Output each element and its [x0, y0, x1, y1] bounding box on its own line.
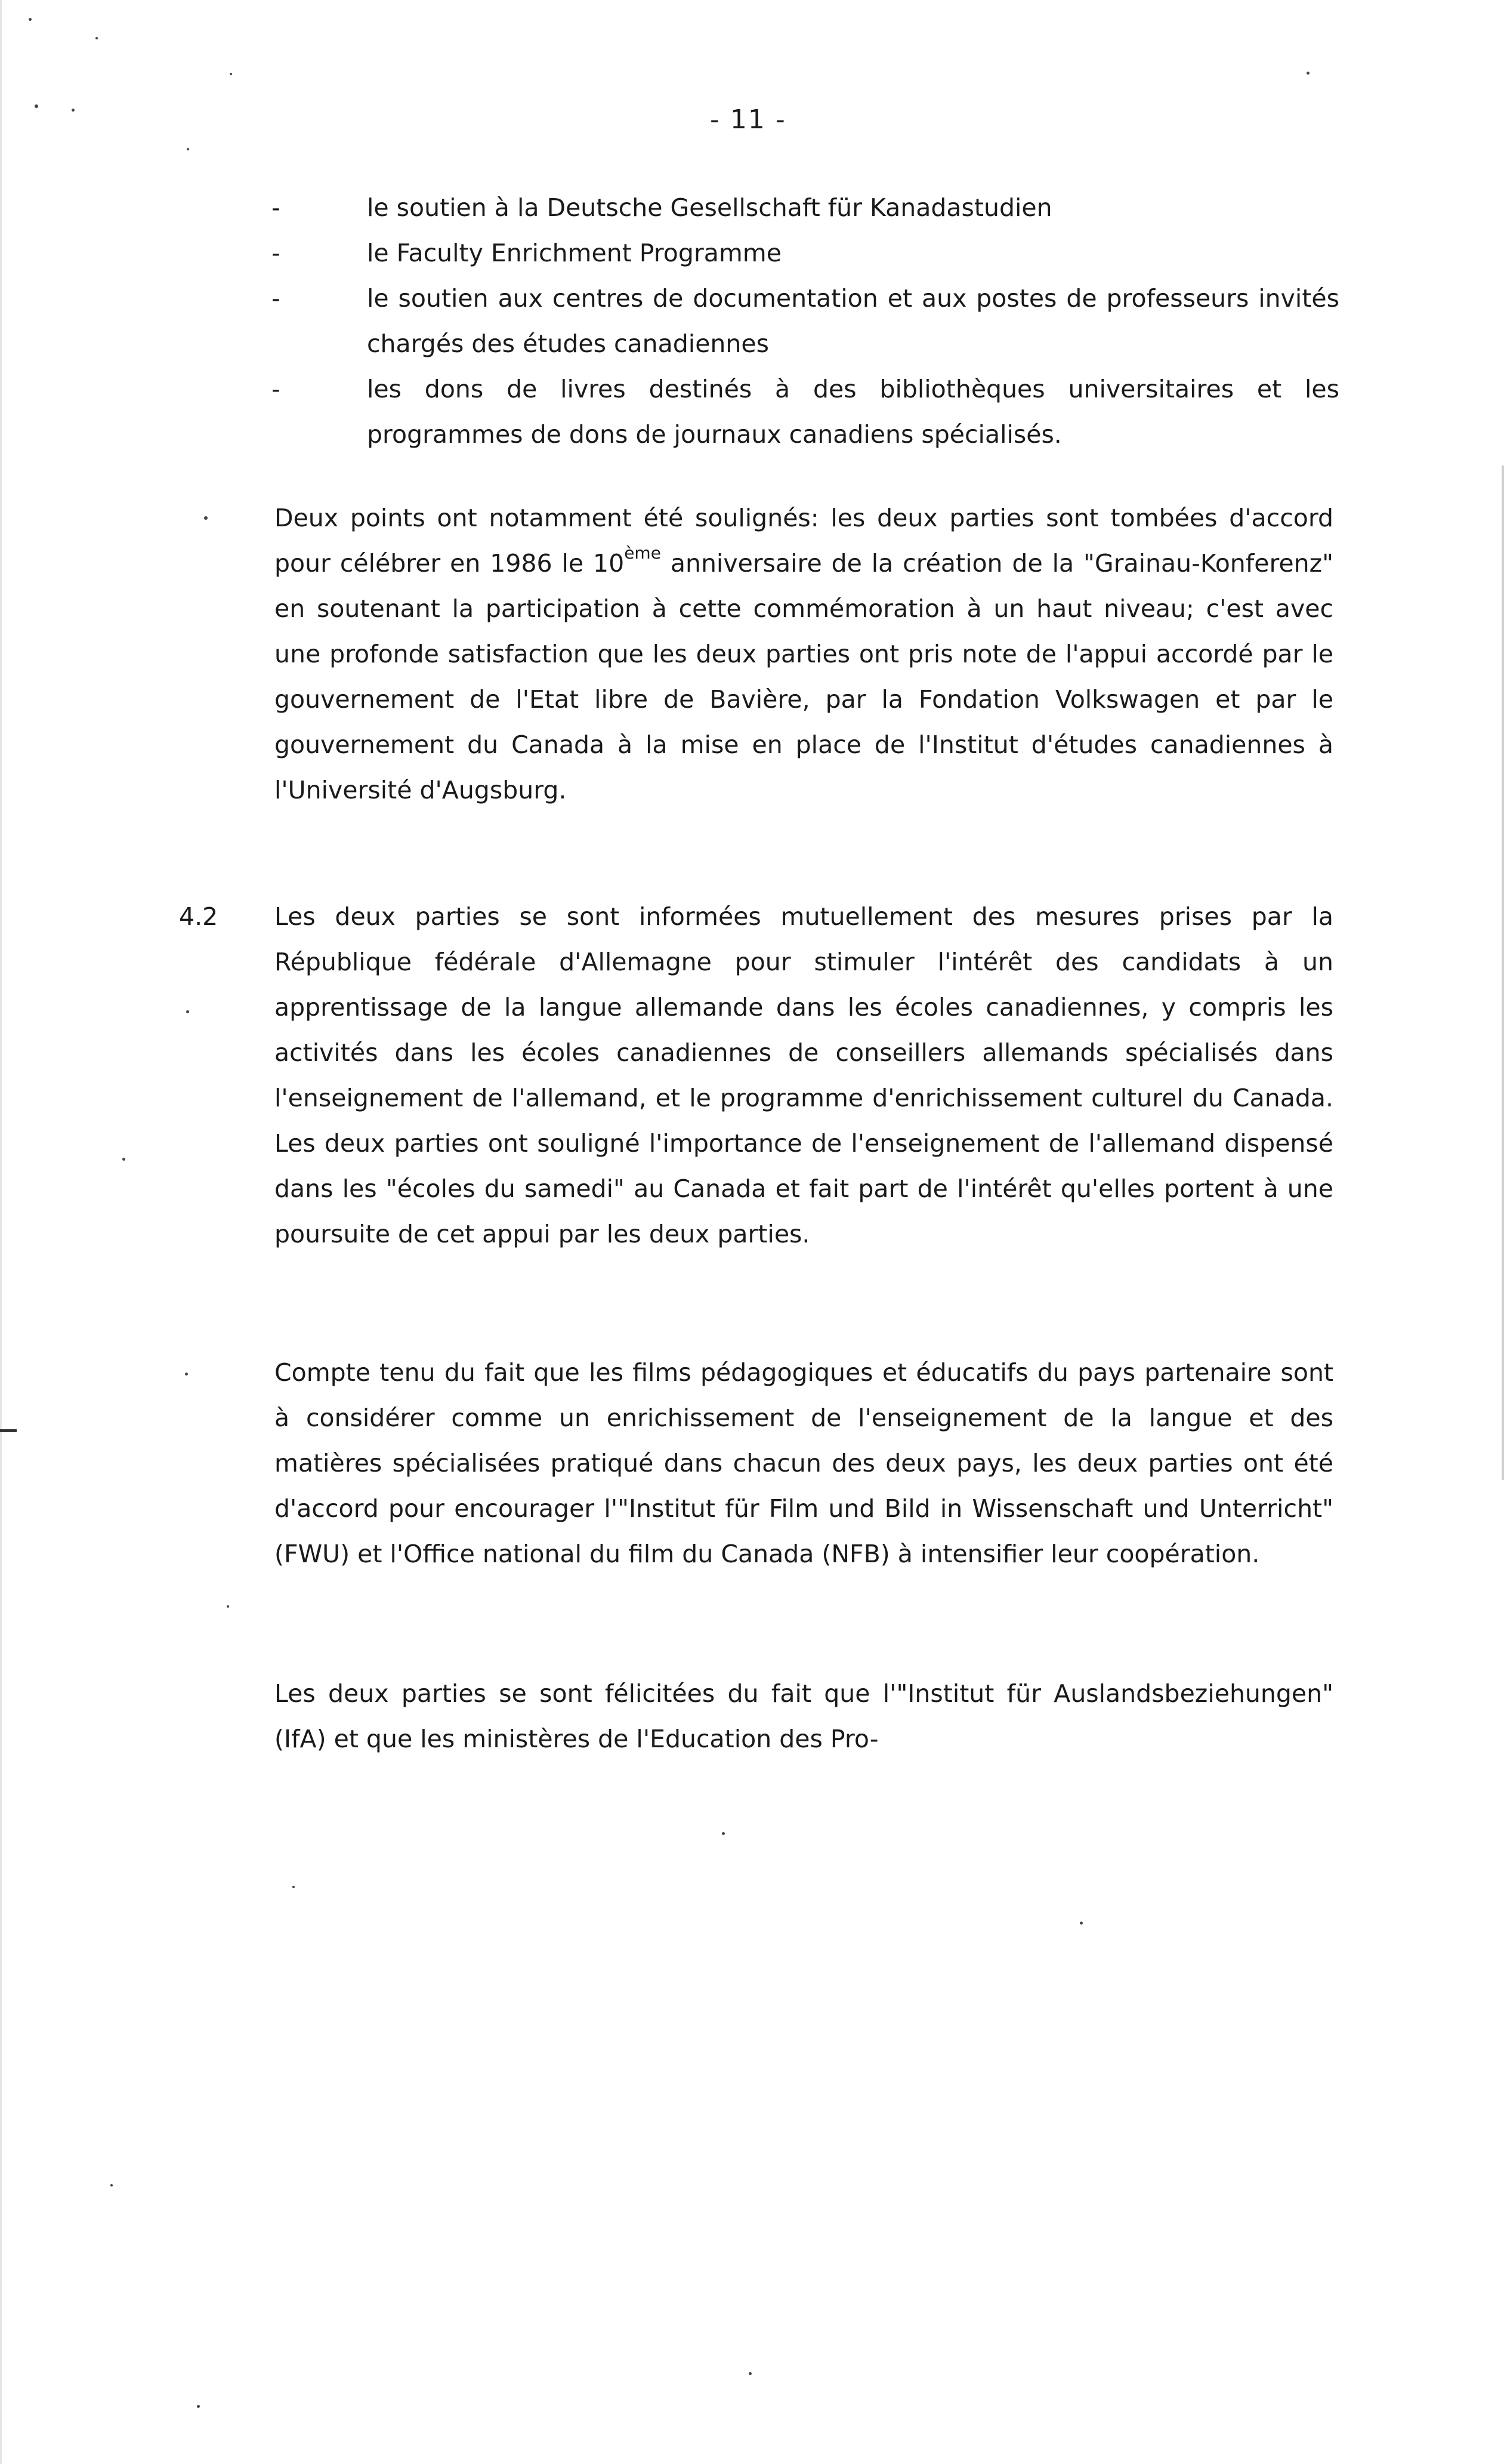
scan-speck — [95, 37, 98, 39]
scan-speck — [230, 73, 232, 75]
scan-speck — [749, 2372, 752, 2375]
paragraph-text-part: anniversaire de la création de la "Grainau-Konferenz" en soutenant la participation à cette commémoration à un haut niveau; c'est avec une profonde satisfaction que les deux parties ont pris note de l'appui accordé par le gouvernement de l'Etat libre de Bavière, par la Fondation Volkswagen et par le gouvernement du Canada à la mise en place de l'Institut d'études canadiennes à l'Université d'Augsburg. — [274, 549, 1333, 804]
bullet-text: les dons de livres destinés à des bibliothèques universitaires et les programmes de dons de journaux canadiens spécialisés. — [367, 375, 1339, 449]
scan-speck — [185, 1373, 188, 1376]
margin-mark — [0, 1429, 17, 1432]
scan-speck — [29, 18, 32, 21]
scan-speck — [204, 516, 208, 520]
scan-speck — [227, 1605, 229, 1608]
paragraph-films: Compte tenu du fait que les films pédagogiques et éducatifs du pays partenaire sont à considérer comme un enrichissement de l'enseignement de la langue et des matières spécialisées pratiqué dans chacun des deux pays, les deux parties ont été d'accord pour encourager l'"Institut für Film und Bild in Wissenschaft und Unterricht" (FWU) et l'Office national du film du Canada (NFB) à intensifier leur coopération. — [274, 1358, 1333, 1568]
scan-edge-left — [0, 0, 2, 2464]
bullet-dash: - — [271, 239, 280, 267]
scan-edge-right — [1502, 465, 1504, 1480]
bullet-text: le Faculty Enrichment Programme — [367, 239, 782, 267]
list-item — [271, 185, 1339, 230]
scan-speck — [197, 2405, 200, 2408]
bullet-list — [271, 185, 1339, 457]
scan-speck — [186, 1010, 189, 1013]
scan-speck — [292, 1886, 295, 1888]
list-item — [271, 366, 1339, 457]
scan-speck — [1080, 1922, 1083, 1925]
superscript-ordinal: ème — [624, 543, 661, 563]
list-item — [271, 276, 1339, 366]
bullet-dash: - — [271, 193, 280, 222]
bullet-dash: - — [271, 375, 280, 403]
bullet-text: le soutien aux centres de documentation et aux postes de professeurs invités chargés des études canadiennes — [367, 284, 1339, 358]
paragraph-deux-points — [274, 495, 1333, 813]
scan-speck — [72, 109, 75, 112]
scan-speck — [122, 1158, 125, 1161]
scan-speck — [187, 148, 189, 150]
scan-speck — [1307, 72, 1310, 75]
bullet-dash: - — [271, 284, 280, 313]
scan-speck — [110, 2184, 113, 2187]
page-number: - 11 - — [710, 104, 786, 135]
list-item — [271, 230, 1339, 276]
section-number: 4.2 — [179, 902, 218, 931]
bullet-text: le soutien à la Deutsche Gesellschaft für Kanadastudien — [367, 193, 1052, 222]
scan-speck — [35, 104, 38, 108]
paragraph-text-part: Deux points ont notamment été soulignés: les deux parties sont tombées d'accord pour célébrer en 1986 le 10 — [274, 504, 1333, 578]
paragraph-ifa: Les deux parties se sont félicitées du fait que l'"Institut für Auslandsbeziehungen" (IfA) et que les ministères de l'Education des Pro- — [274, 1679, 1333, 1753]
scan-speck — [722, 1832, 725, 1835]
paragraph-section-4-2: Les deux parties se sont informées mutuellement des mesures prises par la République fédérale d'Allemagne pour stimuler l'intérêt des candidats à un apprentissage de la langue allemande dans les écoles canadiennes, y compris les activités dans les écoles canadiennes de conseillers allemands spécialisés dans l'enseignement de l'allemand, et le programme d'enrichissement culturel du Canada. Les deux parties ont souligné l'importance de l'enseignement de l'allemand dispensé dans les "écoles du samedi" au Canada et fait part de l'intérêt qu'elles portent à une poursuite de cet appui par les deux parties. — [274, 902, 1333, 1248]
